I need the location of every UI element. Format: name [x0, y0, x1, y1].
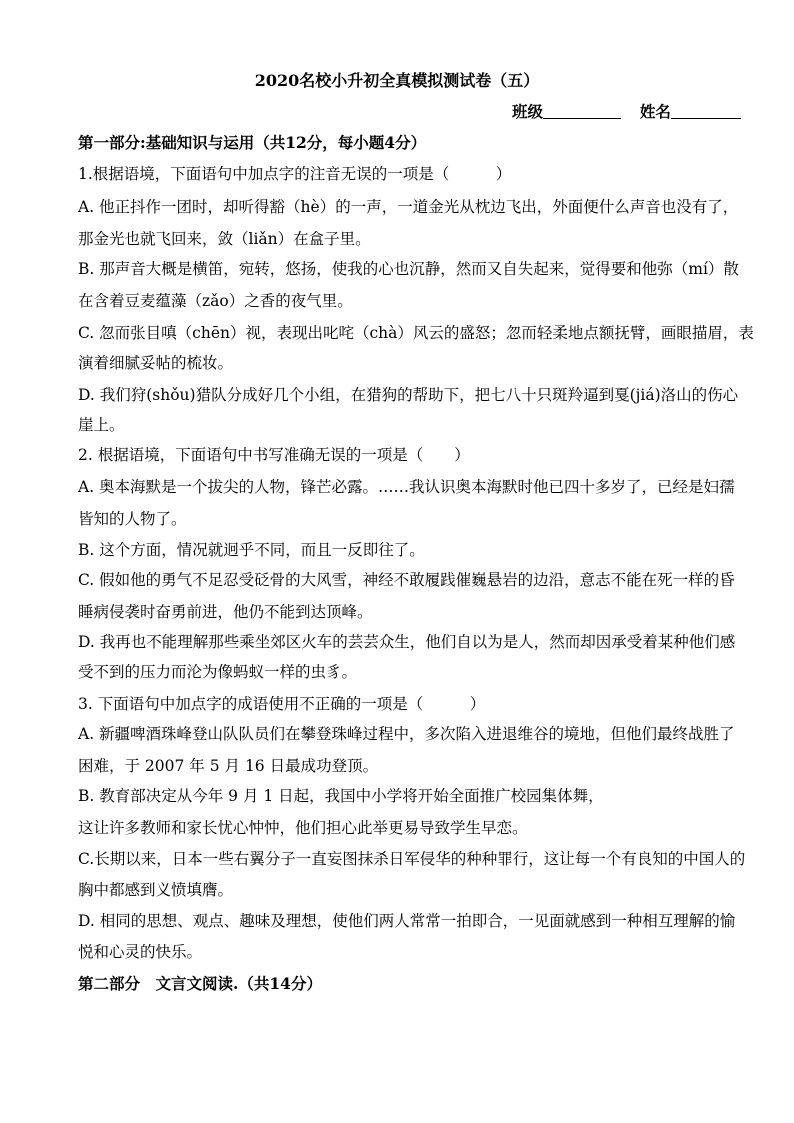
- q2-option-b: B. 这个方面，情况就迥乎不同，而且一反即往了。: [78, 541, 425, 559]
- q3-option-d-cont: 悦和心灵的快乐。: [78, 943, 203, 961]
- q3-option-b: B. 教育部决定从今年 9 月 1 日起，我国中小学将开始全面推广校园集体舞，: [78, 787, 604, 805]
- q1-option-b-cont: 在含着豆麦蕴藻（zǎo）之香的夜气里。: [78, 292, 353, 310]
- name-blank[interactable]: [671, 103, 741, 119]
- q1-option-b: B. 那声音大概是横笛，宛转，悠扬，使我的心也沉静，然而又自失起来，觉得要和他弥（mí）散: [78, 260, 739, 278]
- q3-option-d: D. 相同的思想、观点、趣味及理想，使他们两人常常一拍即合，一见面就感到一种相互理解的愉: [78, 912, 736, 930]
- part2-heading: 第二部分 文言文阅读.（共14分）: [78, 974, 322, 993]
- name-label: 姓名: [639, 102, 671, 121]
- q1-option-d: D. 我们狩(shǒu)猎队分成好几个小组，在猎狗的帮助下，把七八十只斑羚逼到戛(jiá)洛山的伤心: [78, 386, 739, 404]
- q2-option-a: A. 奥本海默是一个拔尖的人物，锋芒必露。……我认识奥本海默时他已四十多岁了，已经是妇孺: [78, 478, 735, 496]
- class-label: 班级: [512, 102, 544, 121]
- exam-title: 2020名校小升初全真模拟测试卷（五）: [254, 71, 540, 90]
- q1-option-c: C. 忽而张目嗔（chēn）视，表现出叱咤（chà）风云的盛怒；忽而轻柔地点额抚臂，画眼描眉，表: [78, 324, 754, 342]
- q1-stem: 1.根据语境，下面语句中加点字的注音无误的一项是（ ）: [78, 165, 512, 183]
- q3-option-c: C.长期以来，日本一些右翼分子一直妄图抹杀日军侵华的种种罪行，这让每一个有良知的中国人的: [78, 850, 746, 868]
- q2-option-d-cont: 受不到的压力而沦为像蚂蚁一样的虫豸。: [78, 663, 358, 681]
- q3-option-a-cont: 困难，于 2007 年 5 月 16 日最成功登顶。: [78, 757, 379, 775]
- q2-stem: 2. 根据语境，下面语句中书写准确无误的一项是（ ）: [78, 446, 470, 464]
- q3-stem: 3. 下面语句中加点字的成语使用不正确的一项是（ ）: [78, 695, 486, 713]
- q3-option-a: A. 新疆啤酒珠峰登山队队员们在攀登珠峰过程中，多次陷入进退维谷的境地，但他们最终战胜了: [78, 725, 735, 743]
- q1-option-a-cont: 那金光也就飞回来，敛（liǎn）在盒子里。: [78, 230, 371, 248]
- q2-option-d: D. 我再也不能理解那些乘坐郊区火车的芸芸众生，他们自以为是人，然而却因承受着某种他们感: [78, 633, 736, 651]
- q1-option-d-cont: 崖上。: [78, 416, 125, 434]
- part1-heading: 第一部分:基础知识与运用（共12分，每小题4分）: [78, 133, 427, 152]
- class-blank[interactable]: [543, 103, 621, 119]
- q1-option-c-cont: 演着细腻妥帖的梳妆。: [78, 354, 234, 372]
- class-name-fields: [512, 100, 741, 122]
- q2-option-c: C. 假如他的勇气不足忍受砭骨的大风雪，神经不敢履践催巍悬岩的边沿，意志不能在死一样的昏: [78, 571, 735, 589]
- q3-option-b-cont: 这让许多教师和家长忧心忡忡，他们担心此举更易导致学生早恋。: [78, 819, 528, 837]
- q3-option-c-cont: 胸中都感到义愤填膺。: [78, 881, 234, 899]
- q2-option-c-cont: 睡病侵袭时奋勇前进，他仍不能到达顶峰。: [78, 603, 373, 621]
- q1-option-a: A. 他正抖作一团时，却听得豁（hè）的一声，一道金光从枕边飞出，外面便什么声音也没有了，: [78, 198, 739, 216]
- q2-option-a-cont: 皆知的人物了。: [78, 510, 187, 528]
